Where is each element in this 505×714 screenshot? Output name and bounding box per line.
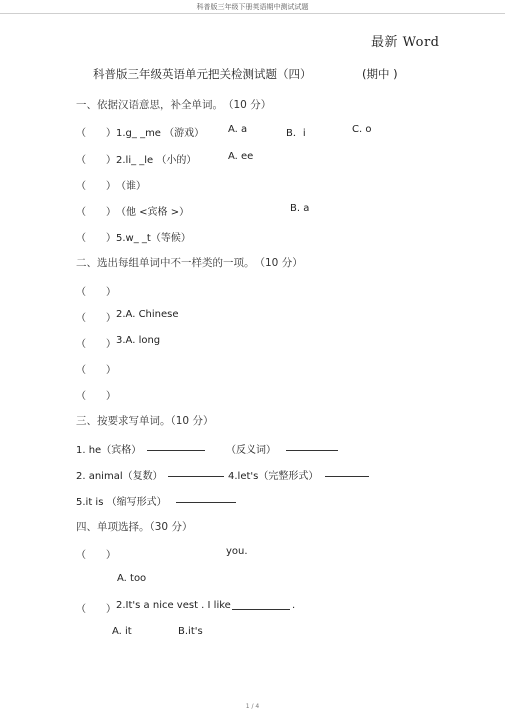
question-text: （谁） [116, 181, 146, 192]
question-text: （他 <宾格 >） [116, 207, 190, 218]
question-text: 2.A. Chinese [116, 309, 179, 320]
option-b: B．i [286, 128, 306, 139]
answer-blank[interactable] [176, 493, 236, 503]
answer-paren: （ ） [76, 128, 116, 139]
answer-paren: （ ） [76, 313, 116, 324]
answer-paren: （ ） [76, 207, 116, 218]
section-4-heading: 四、单项选择。（30 分） [76, 521, 193, 533]
option-a: A. too [117, 573, 147, 584]
question-text: 5.it is （缩写形式） [76, 497, 167, 508]
page-number: 1 / 4 [245, 703, 260, 710]
option-a: A. it [112, 626, 132, 637]
answer-blank[interactable] [286, 441, 338, 451]
answer-paren: （ ） [76, 339, 116, 350]
option-a: A. a [228, 124, 248, 135]
title-suffix: (期中 ) [362, 67, 398, 81]
section-3-heading: 三、按要求写单词。（10 分） [76, 415, 214, 427]
question-text: 2.li_ _le （小的） [116, 155, 197, 166]
answer-paren: （ ） [76, 604, 116, 615]
question-text: 4.let's（完整形式） [228, 471, 319, 482]
question-text: 1. he（宾格） [76, 445, 142, 456]
header-divider [0, 13, 505, 14]
answer-paren: （ ） [76, 365, 116, 376]
answer-blank[interactable] [325, 467, 369, 477]
question-text: 5.w_ _t（等候） [116, 233, 191, 244]
brand-label: 最新 Word [371, 35, 440, 50]
question-text: 1.g_ _me （游戏） [116, 128, 205, 139]
option-b: B.it's [178, 626, 203, 637]
answer-paren: （ ） [76, 155, 116, 166]
question-text: 2.It's a nice vest . I like [116, 600, 231, 611]
answer-paren: （ ） [76, 233, 116, 244]
question-text: 2. animal（复数） [76, 471, 163, 482]
page-title: 科普版三年级英语单元把关检测试题（四） [93, 67, 312, 81]
question-end: . [292, 600, 296, 611]
option-c: C. o [352, 124, 372, 135]
answer-paren: （ ） [76, 287, 116, 298]
answer-blank[interactable] [232, 600, 290, 610]
question-text: you. [226, 546, 248, 557]
answer-paren: （ ） [76, 391, 116, 402]
question-text: 3.A. long [116, 335, 161, 346]
answer-blank[interactable] [147, 441, 205, 451]
page-header: 科普版三年级下册英语期中测试试题 [196, 3, 309, 11]
section-1-heading: 一、依据汉语意思，补全单词。 （10 分） [76, 99, 272, 111]
option-b: B. a [290, 203, 310, 214]
answer-paren: （ ） [76, 181, 116, 192]
answer-blank[interactable] [168, 467, 224, 477]
answer-paren: （ ） [76, 550, 116, 561]
section-2-heading: 二、选出每组单词中不一样类的一项。 （10 分） [76, 257, 303, 269]
option-a: A. ee [228, 151, 254, 162]
question-text: （反义词） [226, 445, 276, 456]
